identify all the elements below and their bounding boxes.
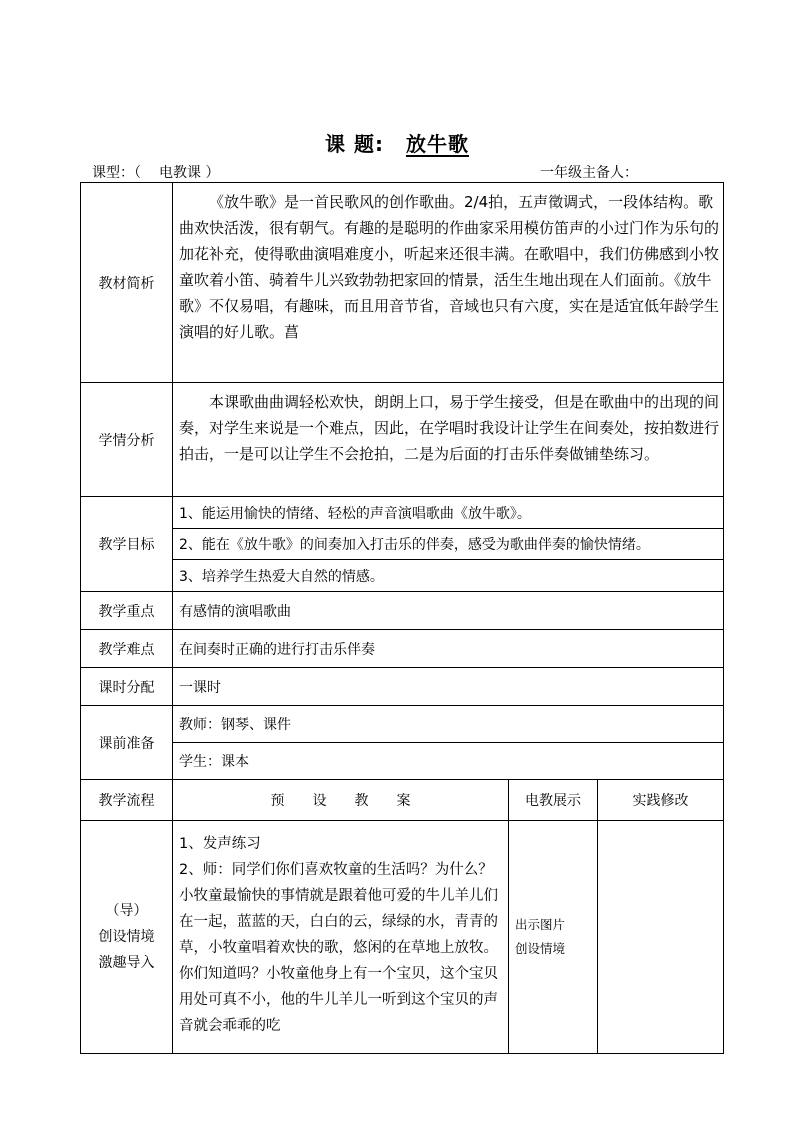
intro-label-line: （导） [105,903,148,919]
title-prefix: 课 题: [325,132,384,156]
row-hours [81,668,724,706]
row-difficulty [81,630,724,668]
row-prep-student [81,743,724,780]
row-goal-3 [81,560,724,592]
intro-revise-cell [598,821,724,1054]
lesson-type-value: 电教课 ） [159,165,220,181]
label-difficulty: 教学难点 [81,630,173,668]
row-flow-header [81,780,724,821]
hours-text: 一课时 [179,679,221,696]
prep-teacher: 教师：钢琴、课件 [179,717,291,733]
lesson-type [92,162,219,182]
intro-label-line: 创设情境 [98,929,155,945]
label-intro [81,821,173,1054]
label-students: 学情分析 [81,383,173,497]
label-flow: 教学流程 [81,780,173,821]
prep-student: 学生：课本 [179,754,249,770]
col-revise-header: 实践修改 [598,780,724,821]
intro-plan-cell [173,821,509,1054]
students-cell [173,383,724,497]
intro-media-line: 创设情境 [515,941,566,956]
material-cell [173,183,724,383]
focus-text: 有感情的演唱歌曲 [179,603,291,620]
preparer-label: 一年级主备人： [540,165,638,181]
label-hours: 课时分配 [81,668,173,706]
col-plan-char: 案 [396,793,411,809]
lesson-type-label: 课型：（ [92,165,141,181]
row-goal-2 [81,529,724,560]
title-subject: 放牛歌 [405,132,469,156]
goal-item: 2、能在《放牛歌》的间奏加入打击乐的伴奏，感受为歌曲伴奏的愉快情绪。 [179,537,650,553]
intro-label-line: 激趣导入 [98,955,155,971]
row-material [81,183,724,383]
goal-item: 3、培养学生热爱大自然的情感。 [179,568,384,585]
intro-step-2: 2、师：同学们你们喜欢牧童的生活吗？为什么？小牧童最愉快的事情就是跟着他可爱的牛儿羊儿们在一起，蓝蓝的天，白白的云，绿绿的水，青青的草，小牧童唱着欢快的歌，悠闲的在草地上放牧。你们知道吗？小牧童他身上有一个宝贝，这个宝贝用处可真不小，他的牛儿羊儿一听到这个宝贝的声音就会乖乖的吃 [179,862,498,1034]
intro-media-line: 出示图片 [515,917,566,932]
intro-media-cell [509,821,598,1054]
col-plan-char: 教 [354,793,369,809]
goal-item: 1、能运用愉快的情绪、轻松的声音演唱歌曲《放牛歌》。 [179,505,531,522]
lesson-title [0,128,794,157]
row-goal-1 [81,497,724,529]
material-text: 《放牛歌》是一首民歌风的创作歌曲。2/4拍，五声徵调式，一段体结构。歌曲欢快活泼，很有朝气。有趣的是聪明的作曲家采用模仿笛声的小过门作为乐句的加花补充，使得歌曲演唱难度小，听起来还很丰满。在歌唱中，我们仿佛感到小牧童吹着小笛、骑着牛儿兴致勃勃把家回的情景，活生生地出现在人们面前。《放牛歌》不仅易唱，有趣味，而且用音节省，音域也只有六度，实在是适宜低年龄学生演唱的好儿歌。菖 [179,193,720,341]
label-focus: 教学重点 [81,592,173,630]
students-text: 本课歌曲曲调轻松欢快，朗朗上口，易于学生接受，但是在歌曲中的出现的间奏，对学生来说是一个难点，因此，在学唱时我设计让学生在间奏处，按拍数进行拍击，一是可以让学生不会抢拍，二是为后面的打击乐伴奏做铺垫练习。 [179,393,720,463]
col-plan-char: 预 [270,793,285,809]
difficulty-text: 在间奏时正确的进行打击乐伴奏 [179,641,375,658]
row-prep-teacher [81,706,724,743]
intro-step-1: 1、发声练习 [179,836,261,852]
row-students [81,383,724,497]
col-plan-char: 设 [312,793,327,809]
label-prep: 课前准备 [81,706,173,780]
lesson-plan-table [80,182,724,1054]
label-goals: 教学目标 [81,497,173,592]
row-focus [81,592,724,630]
col-plan-header [173,780,509,821]
row-intro [81,821,724,1054]
label-material: 教材简析 [81,183,173,383]
col-media-header: 电教展示 [509,780,598,821]
